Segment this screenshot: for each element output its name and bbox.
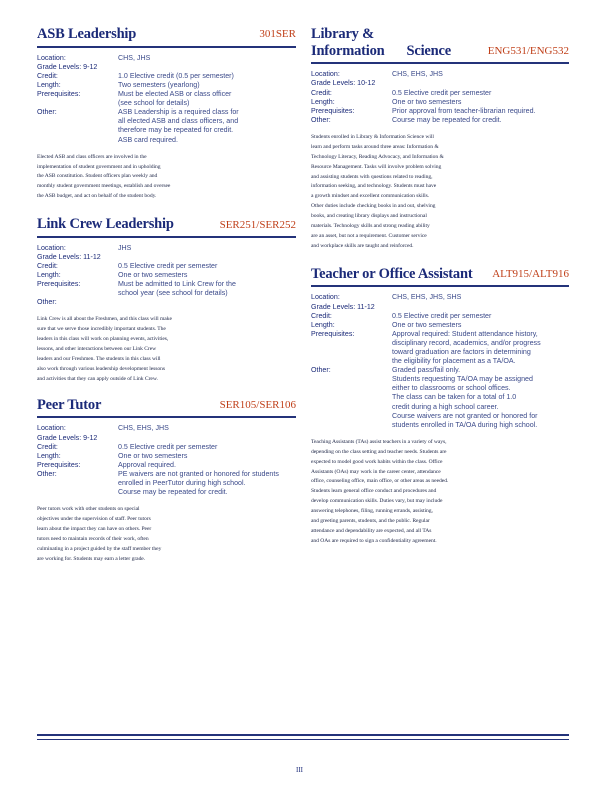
course-section [311, 26, 569, 252]
description-line: are working for. Students may earn a letter grade. [37, 555, 146, 562]
description-line: implementation of student government and in upholding [37, 163, 161, 170]
description-line: the ASB constitution. Student officers plan weekly and [37, 173, 158, 180]
detail-label [311, 403, 392, 412]
detail-label: Other: [37, 469, 57, 478]
detail-value: enrolled in PeerTutor during high school. [118, 479, 246, 488]
detail-value: the eligibility for placement as a TA/OA. [392, 357, 516, 366]
detail-value: Must be admitted to Link Crew for the [118, 280, 236, 289]
description-line: Students learn general office conduct and procedures and [311, 488, 437, 495]
course-title: Link Crew Leadership [37, 216, 174, 233]
detail-label: Credit: [311, 311, 332, 320]
detail-value: ASB Leadership is a required class for [118, 108, 239, 117]
detail-label [311, 339, 392, 348]
course-description [37, 505, 296, 564]
detail-value: credit during a high school career. [392, 402, 499, 411]
section-rule [37, 46, 296, 48]
course-description [37, 153, 296, 203]
detail-label: Length: [37, 271, 61, 280]
course-title: Teacher or Office Assistant [311, 265, 473, 282]
course-title-line [311, 43, 451, 60]
course-details [37, 54, 296, 145]
detail-label [311, 393, 392, 402]
course-header [37, 26, 296, 43]
detail-label: Length: [37, 451, 61, 460]
detail-label: Other: [311, 115, 331, 124]
course-description [37, 315, 296, 384]
detail-label: Credit: [37, 262, 58, 270]
detail-value: 0.5 Elective credit per semester [392, 88, 492, 97]
detail-value: Two semesters (yearlong) [118, 80, 200, 89]
course-code: SER251/SER252 [219, 218, 296, 231]
course-details [37, 244, 296, 308]
detail-value: 0.5 Elective credit per semester [118, 262, 218, 270]
description-line: objectives under the supervision of staff. Peer tutors [37, 516, 151, 523]
description-line: Resource Management. Tasks will involve problem solving [311, 163, 442, 170]
detail-value: 0.5 Elective credit per semester [392, 311, 492, 320]
detail-value: students enrolled in TA/OA during high school. [392, 420, 538, 429]
detail-value: toward graduation are factors in determining [392, 348, 531, 357]
detail-value: (see school for details) [118, 99, 190, 108]
course-section [37, 26, 296, 202]
detail-label: Grade Levels: 10-12 [311, 79, 376, 88]
detail-label: Prerequisites: [37, 460, 81, 469]
detail-value: Course may be repeated for credit. [118, 488, 228, 497]
description-line: leaders in this class will work on planning events, activities, [37, 336, 169, 343]
detail-value: 1.0 Elective credit (0.5 per semester) [118, 71, 234, 80]
detail-label: Length: [311, 97, 335, 106]
section-rule [311, 62, 569, 64]
detail-label: Grade Levels: 9-12 [37, 62, 98, 71]
description-line: materials. Technology skills and strong reading ability [311, 223, 430, 230]
detail-label [37, 99, 118, 108]
section-rule [311, 285, 569, 287]
description-line: learn and perform tasks around three areas: Information & [311, 143, 439, 150]
course-title [311, 26, 451, 59]
description-line: the ASB budget, and act on behalf of the student body. [37, 193, 157, 200]
description-line: Teaching Assistants (TAs) assist teachers in a variety of ways, [311, 438, 447, 445]
detail-label [311, 412, 392, 421]
detail-value: CHS, EHS, JHS, SHS [392, 293, 462, 302]
description-line: leaders and our Freshmen. The students in this class will [37, 356, 161, 363]
description-line: Students enrolled in Library & Information Science will [311, 133, 434, 140]
detail-value: One or two semesters [118, 271, 188, 280]
course-section [311, 266, 569, 547]
detail-label [311, 375, 392, 384]
course-title-word: Science [406, 42, 451, 59]
description-line: tutors need to maintain records of their work, often [37, 535, 149, 542]
detail-label [37, 117, 118, 126]
description-line: learn about the impact they can have on others. Peer [37, 526, 152, 533]
description-line: Link Crew is all about the Freshmen, and this class will make [37, 316, 172, 323]
description-line: and workplace skills are taught and reinforced. [311, 242, 414, 249]
detail-label: Location: [37, 424, 66, 433]
description-line: monthly student government meetings, establish and oversee [37, 183, 171, 190]
detail-label: Location: [311, 293, 340, 302]
detail-label: Prerequisites: [37, 280, 81, 289]
detail-value: all elected ASB and class officers, and [118, 117, 239, 126]
section-rule [37, 416, 296, 418]
detail-value: One or two semesters [118, 451, 188, 460]
detail-label: Prerequisites: [311, 329, 355, 338]
detail-value: The class can be taken for a total of 1.0 [392, 393, 517, 402]
course-title-word: Information [311, 42, 385, 59]
description-line: Peer tutors work with other students on special [37, 506, 140, 513]
description-line: culminating in a project guided by the staff member they [37, 545, 162, 552]
description-line: and greeting parents, students, and the public. Regular [311, 518, 430, 525]
description-line: books, and creating library displays and instructional [311, 213, 427, 220]
course-title-line: Library & [311, 26, 375, 42]
course-details [37, 424, 296, 497]
detail-label: Location: [37, 53, 66, 62]
detail-value: One or two semesters [392, 97, 462, 106]
detail-label: Location: [311, 70, 340, 79]
description-line: lessons, and other interactions between our Link Crew [37, 346, 157, 353]
course-header [37, 397, 296, 414]
course-details [311, 70, 569, 125]
description-line: answering telephones, filing, running errands, assisting, [311, 508, 433, 515]
detail-label: Prerequisites: [311, 106, 355, 115]
detail-label [37, 289, 118, 298]
detail-label: Other: [37, 298, 57, 307]
left-column [37, 26, 296, 575]
description-line: depending on the class setting and teacher needs. Students are [311, 448, 447, 455]
description-line: office, counseling office, main office, or other areas as needed. [311, 478, 449, 485]
detail-value: disciplinary record, academics, and/or progress [392, 338, 541, 347]
course-section [37, 397, 296, 565]
detail-label: Other: [311, 366, 331, 375]
detail-value: therefore may be repeated for credit. [118, 126, 234, 135]
description-line: and activities that they can apply outside of Link Crew. [37, 375, 158, 382]
detail-label: Credit: [311, 88, 332, 97]
detail-value: Students requesting TA/OA may be assigned [392, 375, 533, 384]
detail-value: either to classrooms or school offices. [392, 384, 511, 393]
description-line: also work through various leadership development lessons [37, 366, 166, 372]
course-title: Peer Tutor [37, 396, 102, 413]
detail-label [311, 348, 392, 357]
detail-value: Course waivers are not granted or honored for [392, 411, 538, 420]
detail-label: Credit: [37, 442, 58, 451]
detail-label: Length: [311, 320, 335, 329]
description-line: Elected ASB and class officers are involved in the [37, 153, 147, 160]
detail-value: Prior approval from teacher-librarian required. [392, 106, 536, 115]
detail-value: school year (see school for details) [118, 289, 228, 298]
course-title: ASB Leadership [37, 26, 137, 42]
detail-label: Other: [37, 108, 57, 117]
course-code: ALT915/ALT916 [492, 268, 569, 281]
detail-label: Length: [37, 80, 61, 89]
detail-value: Must be elected ASB or class officer [118, 90, 232, 99]
description-line: a growth mindset and excellent communication skills. [311, 193, 430, 200]
description-line: and assisting students with questions related to reading, [311, 173, 433, 180]
detail-label: Credit: [37, 71, 58, 80]
course-code: ENG531/ENG532 [487, 45, 569, 58]
detail-value: CHS, JHS [118, 53, 151, 62]
description-line: develop communication skills. Duties vary, but may include [311, 498, 443, 505]
detail-label: Grade Levels: 9-12 [37, 433, 98, 442]
description-line: sure that we serve those incredibly important students. The [37, 326, 166, 333]
detail-value: Course may be repeated for credit. [392, 115, 502, 124]
description-line: Technology Literacy, Reading Advocacy, and Information & [311, 153, 444, 160]
course-description [311, 133, 569, 252]
description-line: information seeking, and technology. Students must have [311, 183, 437, 190]
detail-value: 0.5 Elective credit per semester [118, 442, 218, 451]
detail-label [37, 126, 118, 135]
right-column [311, 26, 569, 557]
detail-value: Approval required. [118, 460, 176, 469]
section-rule [37, 236, 296, 238]
course-header [311, 26, 569, 59]
detail-label: Prerequisites: [37, 90, 81, 99]
course-header [37, 216, 296, 233]
description-line: Other duties include checking books in and out, shelving [311, 203, 436, 210]
detail-label: Grade Levels: 11-12 [37, 252, 101, 261]
course-details [311, 293, 569, 429]
course-code: 301SER [259, 28, 296, 41]
description-line: attendance and dependability are expected, and all TAs [311, 528, 432, 535]
detail-label [311, 357, 392, 366]
detail-label [37, 479, 118, 488]
detail-value: Approval required: Student attendance history, [392, 329, 538, 338]
course-section [37, 216, 296, 385]
footer-rule [37, 734, 569, 736]
footer-rule-thin [37, 739, 569, 740]
detail-value: CHS, EHS, JHS [118, 424, 169, 433]
detail-label: Grade Levels: 11-12 [311, 302, 375, 311]
page-number: III [296, 766, 303, 774]
detail-value: CHS, EHS, JHS [392, 70, 443, 79]
course-description [311, 438, 569, 547]
detail-label [311, 384, 392, 393]
detail-value: JHS [118, 243, 132, 252]
detail-value: ASB card required. [118, 135, 178, 144]
course-code: SER105/SER106 [219, 399, 296, 412]
detail-label [37, 488, 118, 497]
description-line: and OAs are required to sign a confidentiality agreement. [311, 537, 437, 544]
description-line: are an asset, but not a requirement. Customer service [311, 232, 427, 239]
detail-value: Graded pass/fail only. [392, 366, 461, 375]
course-header [311, 266, 569, 283]
detail-value: PE waivers are not granted or honored for students [118, 469, 279, 478]
detail-label: Location: [37, 243, 66, 252]
detail-value: One or two semesters [392, 320, 462, 329]
detail-label [311, 421, 392, 430]
detail-label [37, 136, 118, 145]
description-line: Assistants (OAs) may work in the career center, attendance [311, 468, 441, 475]
description-line: expected to model good work habits within the class. Office [311, 458, 443, 465]
